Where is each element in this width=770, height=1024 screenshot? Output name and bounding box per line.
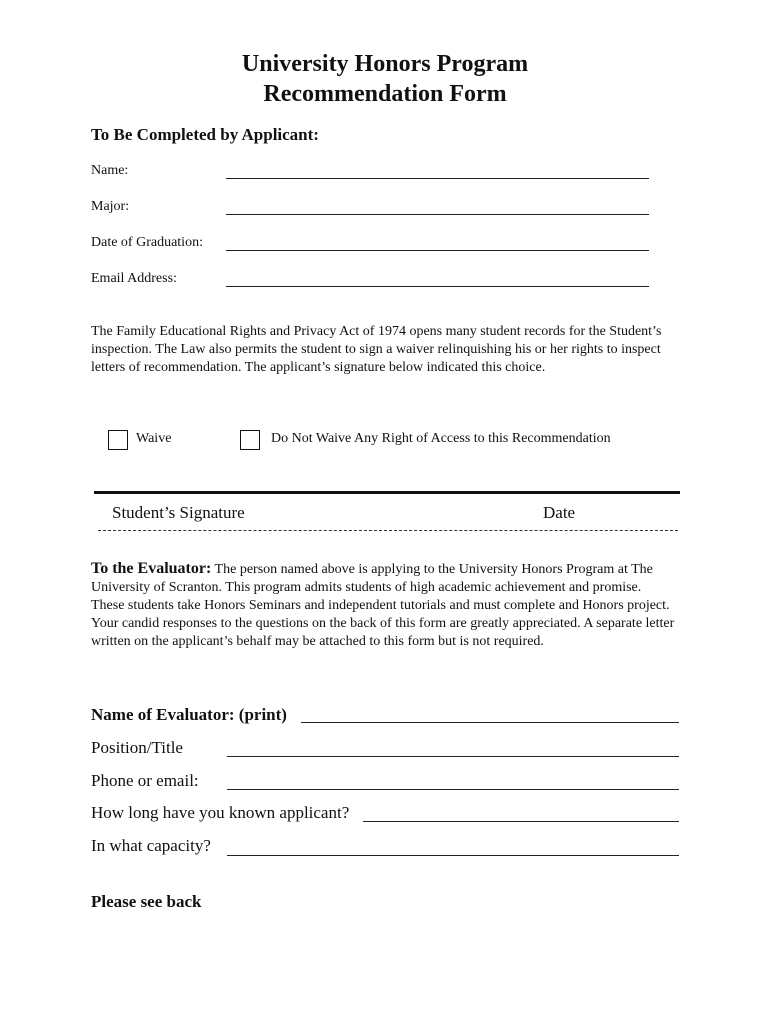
student-signature-label: Student’s Signature [112,503,245,522]
position-title-input-line[interactable] [227,756,679,757]
capacity-input-line[interactable] [227,855,679,856]
phone-email-label: Phone or email: [91,771,199,790]
form-title-line-2: Recommendation Form [263,81,507,107]
known-duration-input-line[interactable] [363,821,679,822]
major-label: Major: [91,199,130,214]
graduation-date-input-line[interactable] [226,250,649,251]
email-input-line[interactable] [226,286,649,287]
do-not-waive-label: Do Not Waive Any Right of Access to this Recommendation [271,431,611,446]
signature-date-label: Date [543,503,576,522]
known-duration-label: How long have you known applicant? [91,803,350,822]
major-input-line[interactable] [226,214,649,215]
phone-email-input-line[interactable] [227,789,679,790]
evaluator-name-label: Name of Evaluator: (print) [91,705,287,724]
graduation-date-label: Date of Graduation: [91,235,203,250]
evaluator-intro-body: The person named above is applying to the University Honors Program at The University of Scranton. This program admits students of high academic achievement and promise. These students take Honors Seminars and independent tutorials and must complete and Honors project. Your candid responses to the questions on the back of this form are greatly appreciated. A separate letter written on the applicant’s behalf may be attached to this form but is not required. [91,562,675,649]
see-back-note: Please see back [91,892,202,911]
form-title-line-1: University Honors Program [241,51,529,77]
cut-line-divider [98,530,678,531]
email-label: Email Address: [91,271,177,286]
do-not-waive-checkbox[interactable] [240,430,260,450]
applicant-section-heading: To Be Completed by Applicant: [91,125,319,144]
waive-label: Waive [136,431,172,446]
ferpa-paragraph: The Family Educational Rights and Privacy Act of 1974 opens many student records for the Student’s inspection. The Law also permits the student to sign a waiver relinquishing his or her rights to inspect letters of recommendation. The applicant’s signature below indicated this choice. [91,324,662,375]
name-input-line[interactable] [226,178,649,179]
signature-line[interactable] [94,491,680,494]
waive-checkbox[interactable] [108,430,128,450]
name-label: Name: [91,163,129,178]
evaluator-intro-paragraph [91,560,676,651]
evaluator-name-input-line[interactable] [301,722,679,723]
capacity-label: In what capacity? [91,836,211,855]
evaluator-intro-lead: To the Evaluator: [91,560,212,577]
position-title-label: Position/Title [91,738,183,757]
